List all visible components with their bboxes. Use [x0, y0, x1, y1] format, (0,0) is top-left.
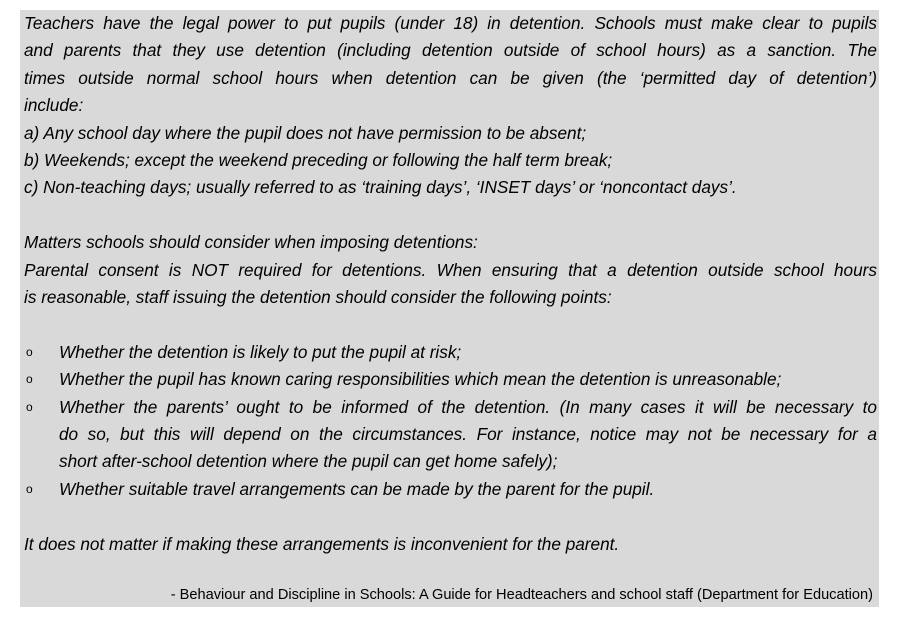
closing-line: It does not matter if making these arrangements is inconvenient for the parent. — [24, 533, 620, 554]
matters-heading: Matters schools should consider when imposing detentions: — [24, 232, 478, 253]
permitted-day-item: a) Any school day where the pupil does not have permission to be absent; — [24, 122, 587, 143]
bullet-circle-icon: o — [26, 481, 33, 496]
list-item: o Whether the parents’ ought to be informed of the detention. (In many cases it will be necessary to do so, but this will depend on the circumstances. For instance, notice may not be necessary for a short after-school detention where the pupil can get home safely); — [24, 394, 877, 476]
intro-line: Teachers have the legal power to put pupils (under 18) in detention. Schools must make clear to pupils — [24, 13, 877, 33]
list-item: o Whether suitable travel arrangements can be made by the parent for the pupil. — [24, 476, 877, 503]
list-item: o Whether the pupil has known caring responsibilities which mean the detention is unreasonable; — [24, 366, 877, 393]
closing-paragraph — [24, 531, 877, 558]
list-item: o Whether the detention is likely to put the pupil at risk; — [24, 339, 877, 366]
considerations-list — [24, 339, 877, 503]
bullet-circle-icon: o — [26, 372, 33, 387]
bullet-circle-icon: o — [26, 344, 33, 359]
bullet-circle-icon: o — [26, 399, 33, 414]
matters-paragraph — [24, 229, 877, 311]
matters-line: Parental consent is NOT required for detentions. When ensuring that a detention outside school hours — [24, 259, 877, 280]
intro-paragraph — [24, 10, 877, 202]
permitted-day-item: c) Non-teaching days; usually referred to as ‘training days’, ‘INSET days’ or ‘noncontact days’. — [24, 177, 737, 198]
quote-box — [20, 10, 879, 607]
matters-line: is reasonable, staff issuing the detention should consider the following points: — [24, 287, 612, 308]
source-attribution: - Behaviour and Discipline in Schools: A Guide for Headteachers and school staff (Department for Education) — [170, 587, 873, 603]
permitted-day-item: b) Weekends; except the weekend preceding or following the half term break; — [24, 150, 613, 171]
intro-line: and parents that they use detention (including detention outside of school hours) as a sanction. The — [24, 40, 877, 61]
intro-line: include: — [24, 95, 84, 116]
intro-line: times outside normal school hours when detention can be given (the ‘permitted day of detention’) — [24, 67, 877, 88]
